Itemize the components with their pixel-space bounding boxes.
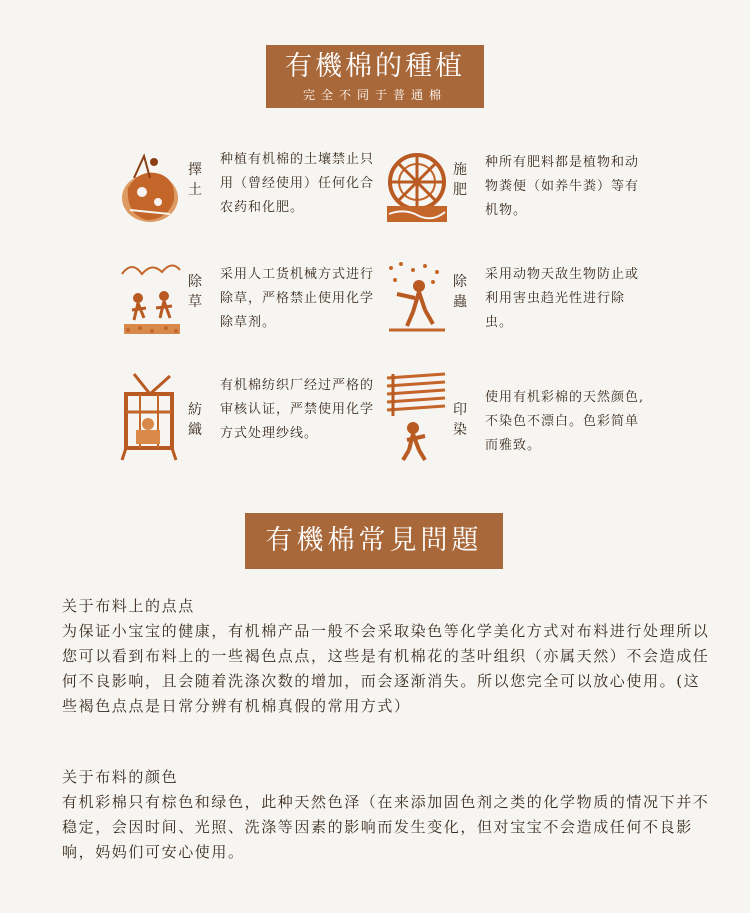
soil-selection-illustration xyxy=(120,148,182,228)
planting-step-weeding xyxy=(120,260,390,350)
step-label: 印染 xyxy=(453,402,467,438)
step-description: 种所有肥料都是植物和动物粪便（如养牛粪）等有机物。 xyxy=(485,155,640,218)
faq-banner xyxy=(245,513,503,569)
faq-item-color xyxy=(62,765,712,865)
waterwheel-fertilizing-illustration xyxy=(385,148,447,228)
step-label: 施肥 xyxy=(453,162,467,198)
step-description: 采用动物天敌生物防止或利用害虫趋光性进行除虫。 xyxy=(485,267,640,330)
planting-step-weaving xyxy=(120,372,390,462)
loom-weaving-illustration xyxy=(120,372,182,462)
step-description: 种植有机棉的土壤禁止只用（曾经使用）任何化合农药和化肥。 xyxy=(220,152,375,215)
step-label: 擇土 xyxy=(188,162,202,198)
faq-item-stains xyxy=(62,594,712,719)
pest-removal-illustration xyxy=(385,260,447,340)
faq-question: 关于布料上的点点 xyxy=(62,597,195,615)
step-label: 除蟲 xyxy=(453,274,467,310)
step-description: 使用有机彩棉的天然颜色,不染色不漂白。色彩简单而雅致。 xyxy=(485,390,645,453)
planting-step-soil xyxy=(120,148,390,238)
faq-answer: 有机彩棉只有棕色和绿色，此种天然色泽（在来添加固色剂之类的化学物质的情况下并不稳定，会因时间、光照、洗涤等因素的影响而发生变化，但对宝宝不会造成任何不良影响，妈妈们可安心使用。 xyxy=(62,793,710,861)
weeding-workers-illustration xyxy=(120,260,182,340)
planting-step-dyeing xyxy=(385,372,655,462)
step-description: 有机棉纺织厂经过严格的审核认证，严禁使用化学方式处理纱线。 xyxy=(220,378,375,441)
dyeing-worker-illustration xyxy=(385,372,447,462)
page-title: 有機棉的種植 xyxy=(285,51,465,82)
faq-question: 关于布料的颜色 xyxy=(62,768,179,786)
planting-step-pest-control xyxy=(385,260,655,350)
page-subtitle: 完全不同于普通棉 xyxy=(302,88,447,102)
step-label: 除草 xyxy=(188,274,202,310)
step-label: 紡織 xyxy=(188,402,202,438)
step-description: 采用人工货机械方式进行除草，严格禁止使用化学除草剂。 xyxy=(220,267,375,330)
faq-answer: 为保证小宝宝的健康，有机棉产品一般不会采取染色等化学美化方式对布料进行处理所以您可以看到布料上的一些褐色点点，这些是有机棉花的茎叶组织（亦属天然）不会造成任何不良影响，且会随着洗涤次数的增加，而会逐渐消失。所以您完全可以放心使用。(这些褐色点点是日常分辨有机棉真假的常用方式） xyxy=(62,622,710,715)
faq-title: 有機棉常見問題 xyxy=(265,525,483,556)
title-banner xyxy=(266,45,484,108)
planting-step-fertilize xyxy=(385,148,655,238)
